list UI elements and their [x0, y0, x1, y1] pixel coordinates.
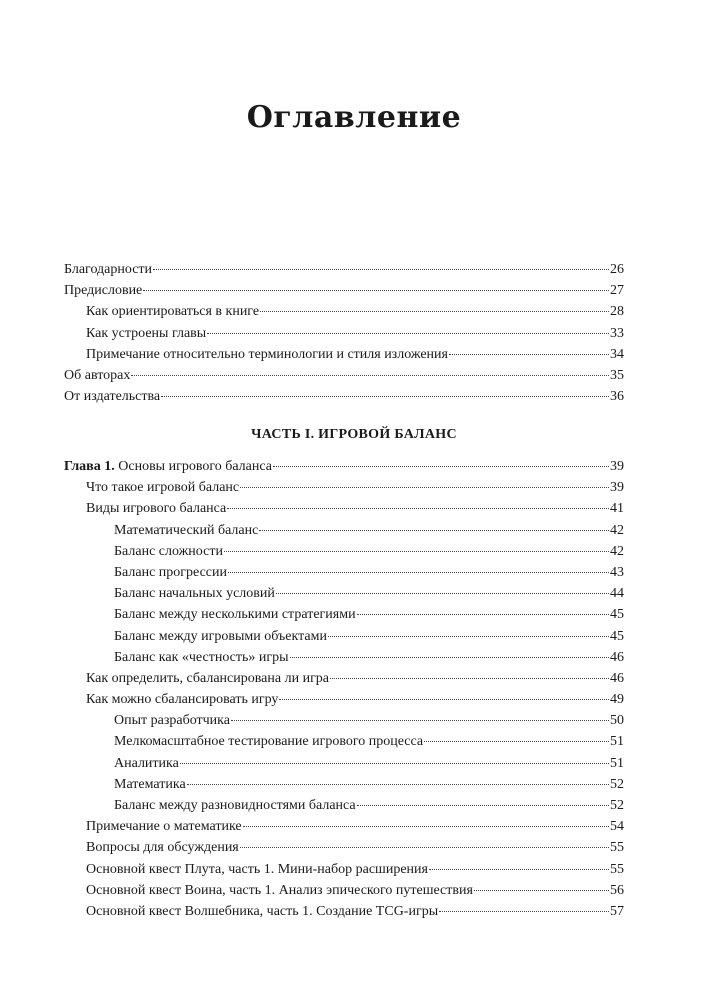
toc-entry-title: Примечание относительно терминологии и стиля изложения	[86, 346, 448, 362]
toc-page-number: 51	[610, 734, 624, 750]
toc-page-number: 28	[610, 304, 624, 320]
toc-entry[interactable]	[64, 280, 624, 301]
toc-entry[interactable]	[64, 562, 624, 583]
toc-entry[interactable]	[64, 520, 624, 541]
toc-page-number: 41	[610, 501, 624, 517]
toc-entry[interactable]	[64, 604, 624, 625]
toc-page-number: 33	[610, 325, 624, 341]
toc-entry-title: Баланс между игровыми объектами	[114, 628, 327, 644]
toc-entry[interactable]	[64, 498, 624, 519]
toc-entry-title: Математический баланс	[114, 522, 259, 538]
toc-page-number: 39	[610, 459, 624, 474]
toc-page-number: 45	[610, 607, 624, 623]
toc-page-number: 56	[610, 882, 624, 898]
toc-entry[interactable]	[64, 731, 624, 752]
toc-entry-title: Предисловие	[64, 283, 143, 299]
toc-page-number: 52	[610, 798, 624, 813]
toc-entry[interactable]	[64, 710, 624, 731]
toc-entry-title: Об авторах	[64, 367, 131, 383]
dot-leader	[439, 911, 609, 912]
toc-entry-title: Вопросы для обсуждения	[86, 840, 239, 856]
dot-leader	[224, 551, 609, 552]
toc-page-number: 55	[610, 840, 624, 856]
toc-page-number: 35	[610, 367, 624, 383]
toc-entry[interactable]	[64, 456, 624, 477]
dot-leader	[328, 636, 609, 637]
toc-entry[interactable]	[64, 583, 624, 604]
toc-entry-title: Как определить, сбалансирована ли игра	[86, 670, 330, 686]
toc-entry-title: Баланс между разновидностями баланса	[114, 798, 356, 813]
toc-entry[interactable]	[64, 774, 624, 795]
toc-entry-title: Основной квест Плута, часть 1. Мини-набор расширения	[86, 861, 428, 877]
toc-entry-title: Аналитика	[114, 755, 179, 771]
toc-entry[interactable]	[64, 301, 624, 322]
toc-entry[interactable]	[64, 477, 624, 498]
toc-page-number: 50	[610, 713, 624, 729]
toc-page-number: 26	[610, 262, 624, 277]
toc-entry-title: Математика	[114, 776, 186, 792]
page-title: Оглавление	[246, 100, 462, 135]
toc-entry-title: От издательства	[64, 389, 161, 405]
part1-toc	[64, 456, 624, 922]
toc-entry[interactable]	[64, 880, 624, 901]
toc-entry-title: Баланс прогрессии	[114, 564, 227, 580]
dot-leader	[330, 678, 609, 679]
dot-leader	[357, 805, 609, 806]
dot-leader	[259, 530, 609, 531]
dot-leader	[187, 784, 609, 785]
toc-entry-title: Что такое игровой баланс	[86, 480, 240, 496]
toc-page-number: 46	[610, 649, 624, 665]
dot-leader	[231, 720, 609, 721]
toc-page-number: 27	[610, 283, 624, 299]
dot-leader	[273, 466, 609, 467]
toc-page-number: 55	[610, 861, 624, 877]
dot-leader	[240, 487, 609, 488]
toc-entry-title: Основной квест Волшебника, часть 1. Создание TCG-игры	[86, 903, 439, 919]
toc-entry[interactable]	[64, 541, 624, 562]
toc-entry[interactable]	[64, 816, 624, 837]
dot-leader	[153, 269, 609, 270]
dot-leader	[449, 354, 609, 355]
toc-page-number: 34	[610, 346, 624, 362]
toc-entry-title: Баланс сложности	[114, 543, 223, 559]
toc-entry[interactable]	[64, 689, 624, 710]
toc-entry-title: Баланс между несколькими стратегиями	[114, 607, 356, 623]
toc-entry[interactable]	[64, 859, 624, 880]
toc-entry[interactable]	[64, 668, 624, 689]
dot-leader	[180, 763, 609, 764]
dot-leader	[143, 290, 609, 291]
dot-leader	[260, 311, 609, 312]
toc-page-number: 43	[610, 564, 624, 580]
dot-leader	[131, 375, 609, 376]
dot-leader	[207, 333, 609, 334]
toc-page-number: 49	[610, 692, 624, 708]
toc-page-number: 44	[610, 586, 624, 602]
dot-leader	[474, 890, 609, 891]
toc-entry-title: Как ориентироваться в книге	[86, 304, 260, 320]
front-matter-toc	[64, 259, 624, 407]
toc-entry-title: Баланс как «честность» игры	[114, 649, 289, 665]
toc-entry-title: Как можно сбалансировать игру	[86, 692, 279, 708]
toc-entry[interactable]	[64, 323, 624, 344]
toc-entry-title: Как устроены главы	[86, 325, 207, 341]
dot-leader	[290, 657, 609, 658]
toc-page-number: 54	[610, 819, 624, 835]
toc-page-number: 52	[610, 776, 624, 792]
toc-entry[interactable]	[64, 365, 624, 386]
toc-entry[interactable]	[64, 344, 624, 365]
dot-leader	[429, 869, 609, 870]
toc-entry-title: Благодарности	[64, 262, 153, 277]
dot-leader	[276, 593, 609, 594]
dot-leader	[243, 826, 609, 827]
toc-entry-title: Виды игрового баланса	[86, 501, 227, 517]
toc-page-number: 57	[610, 903, 624, 919]
chapter-title: Основы игрового баланса	[118, 459, 272, 474]
toc-entry-title: Основной квест Воина, часть 1. Анализ эпического путешествия	[86, 882, 473, 898]
dot-leader	[357, 614, 609, 615]
toc-page-number: 42	[610, 522, 624, 538]
toc-entry-title: Опыт разработчика	[114, 713, 230, 729]
dot-leader	[227, 508, 609, 509]
dot-leader	[240, 847, 609, 848]
toc-entry[interactable]	[64, 626, 624, 647]
dot-leader	[279, 699, 609, 700]
toc-page-number: 42	[610, 543, 624, 559]
toc-entry[interactable]	[64, 795, 624, 816]
toc-entry-title: Мелкомасштабное тестирование игрового процесса	[114, 734, 424, 750]
chapter-number: Глава 1.	[64, 459, 115, 474]
toc-entry-title	[64, 456, 272, 477]
dot-leader	[161, 396, 609, 397]
part-heading: ЧАСТЬ I. ИГРОВОЙ БАЛАНС	[251, 427, 457, 442]
toc-page-number: 51	[610, 755, 624, 771]
toc-entry[interactable]	[64, 647, 624, 668]
toc-entry[interactable]	[64, 837, 624, 858]
toc-entry[interactable]	[64, 901, 624, 922]
dot-leader	[424, 741, 609, 742]
dot-leader	[228, 572, 609, 573]
toc-page-number: 39	[610, 480, 624, 496]
toc-page-number: 46	[610, 670, 624, 686]
toc-entry[interactable]	[64, 753, 624, 774]
toc-page-number: 36	[610, 389, 624, 405]
toc-page-number: 45	[610, 628, 624, 644]
toc-entry[interactable]	[64, 386, 624, 407]
toc-entry[interactable]	[64, 259, 624, 280]
toc-entry-title: Примечание о математике	[86, 819, 242, 835]
toc-entry-title: Баланс начальных условий	[114, 586, 275, 602]
